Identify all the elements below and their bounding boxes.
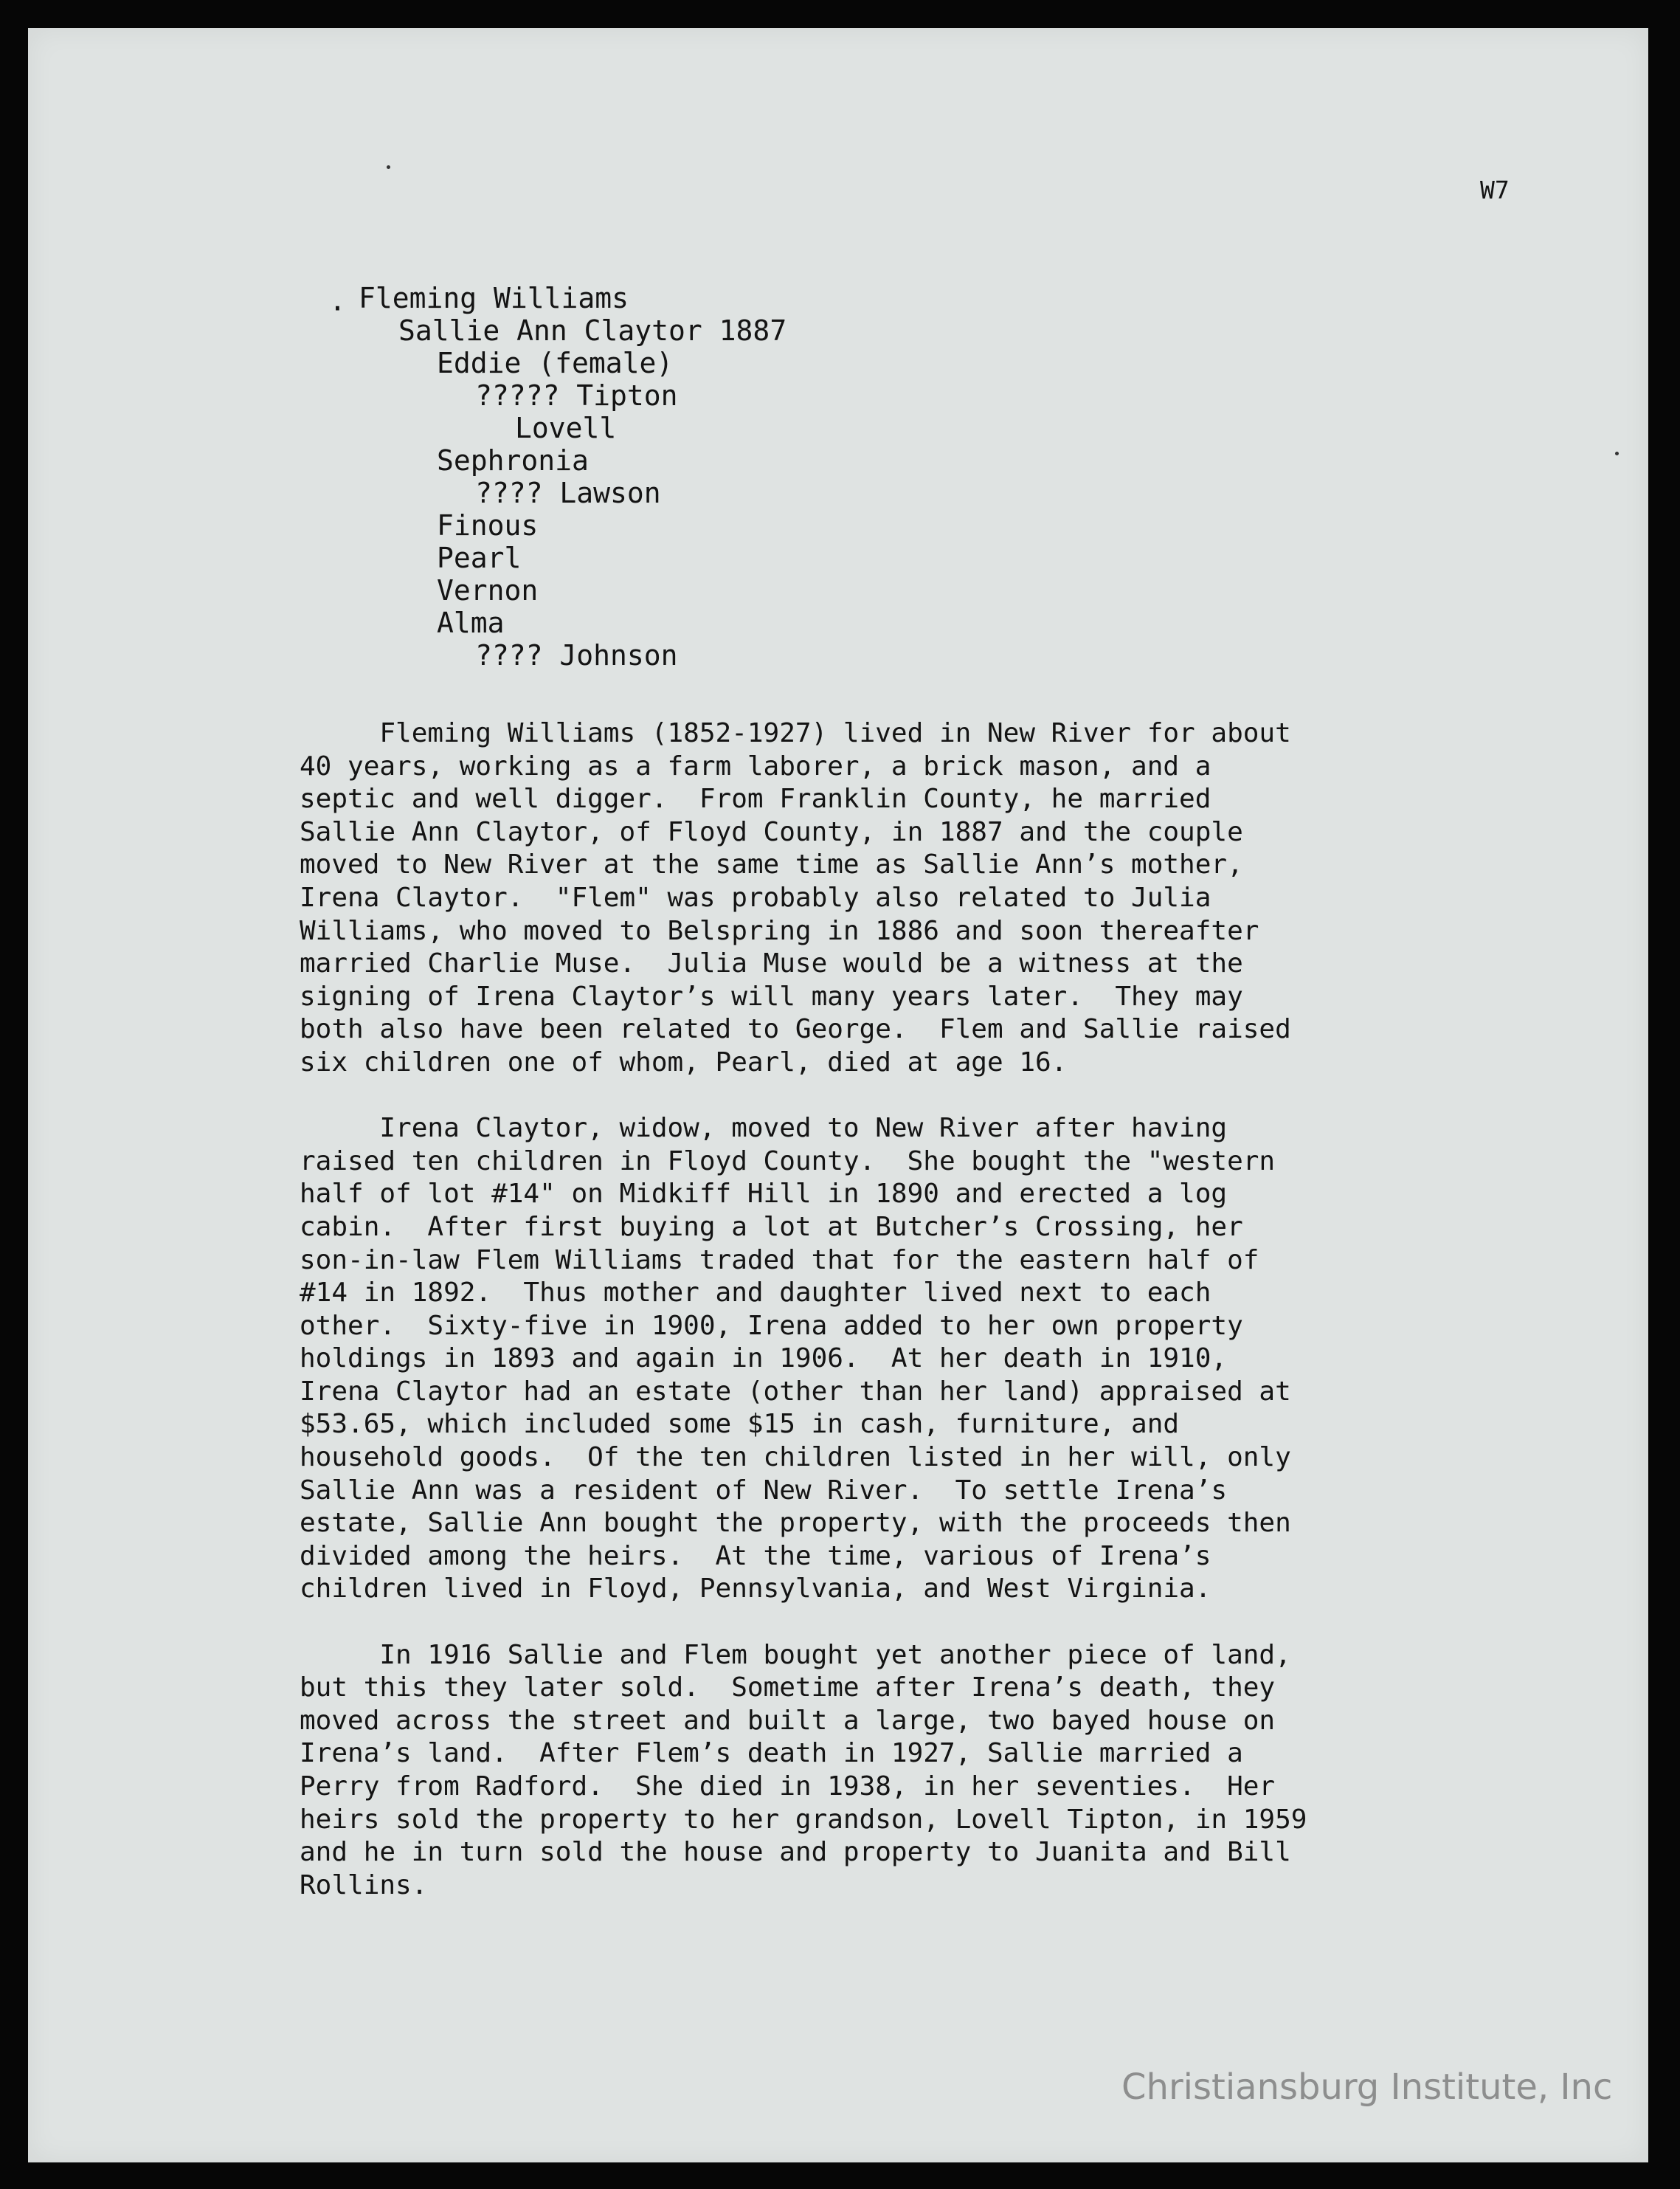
paragraph <box>300 1639 1539 1903</box>
paragraph <box>300 717 1539 1080</box>
paragraph-line: Sallie Ann Claytor, of Floyd County, in 1887 and the couple <box>300 816 1243 847</box>
paragraph-line: half of lot #14" on Midkiff Hill in 1890 and erected a log <box>300 1179 1228 1210</box>
paragraph-line: both also have been related to George. Flem and Sallie raised <box>300 1014 1291 1045</box>
family-tree-list <box>329 282 787 672</box>
paragraph-line: Irena’s land. After Flem’s death in 1927, Sallie married a <box>300 1738 1243 1769</box>
family-tree-entry: ???? Johnson <box>475 639 678 672</box>
paragraph-line: Perry from Radford. She died in 1938, in her seventies. Her <box>300 1771 1276 1802</box>
paragraph-line: Sallie Ann was a resident of New River. To settle Irena’s <box>300 1475 1228 1506</box>
paragraph-line: other. Sixty-five in 1900, Irena added to her own property <box>300 1310 1243 1341</box>
family-tree-entry: Fleming Williams <box>359 282 629 314</box>
family-tree-entry: Eddie (female) <box>437 347 674 379</box>
paragraph-line: raised ten children in Floyd County. She bought the "western <box>300 1145 1276 1176</box>
paragraph-line: In 1916 Sallie and Flem bought yet another piece of land, <box>300 1639 1291 1670</box>
paragraph-line: Irena Claytor had an estate (other than her land) appraised at <box>300 1376 1291 1407</box>
paragraph-line: but this they later sold. Sometime after Irena’s death, they <box>300 1672 1276 1703</box>
paragraph-line: estate, Sallie Ann bought the property, with the proceeds then <box>300 1508 1291 1539</box>
page-number: W7 <box>1480 176 1510 204</box>
paragraph-line: cabin. After first buying a lot at Butcher’s Crossing, her <box>300 1211 1243 1242</box>
paragraph-line: Rollins. <box>300 1869 428 1900</box>
family-tree-entry: Lovell <box>515 412 617 444</box>
paragraph-line: divided among the heirs. At the time, various of Irena’s <box>300 1540 1211 1571</box>
family-tree-entry: Alma <box>437 607 505 639</box>
paragraph-line: heirs sold the property to her grandson, Lovell Tipton, in 1959 <box>300 1804 1307 1835</box>
paragraph-line: moved across the street and built a large, two bayed house on <box>300 1705 1276 1736</box>
paragraph-line: six children one of whom, Pearl, died at age 16. <box>300 1047 1068 1078</box>
watermark: Christiansburg Institute, Inc <box>1121 2066 1613 2108</box>
paragraph-line: septic and well digger. From Franklin County, he married <box>300 784 1211 815</box>
family-tree-entry: ????? Tipton <box>475 379 678 412</box>
paragraph-line: Irena Claytor, widow, moved to New River after having <box>300 1113 1228 1144</box>
family-tree <box>329 282 787 672</box>
paragraph-line: $53.65, which included some $15 in cash, furniture, and <box>300 1409 1180 1440</box>
family-tree-entry: Pearl <box>437 542 522 574</box>
paragraph-line: signing of Irena Claytor’s will many years later. They may <box>300 981 1243 1012</box>
paragraph-line: Williams, who moved to Belspring in 1886 and soon thereafter <box>300 915 1259 946</box>
document-page <box>28 28 1648 2162</box>
paragraph-line: and he in turn sold the house and property to Juanita and Bill <box>300 1837 1291 1868</box>
narrative-text <box>300 717 1539 1935</box>
paragraph-line: #14 in 1892. Thus mother and daughter lived next to each <box>300 1278 1211 1309</box>
paragraph-line: moved to New River at the same time as Sallie Ann’s mother, <box>300 849 1243 880</box>
paragraph-line: Fleming Williams (1852-1927) lived in New River for about <box>300 718 1291 748</box>
family-tree-entry: ???? Lawson <box>475 477 661 509</box>
paragraph <box>300 1112 1539 1606</box>
family-tree-entry: Sallie Ann Claytor 1887 <box>398 314 787 347</box>
speck-icon <box>387 165 390 169</box>
paragraph-line: household goods. Of the ten children listed in her will, only <box>300 1442 1291 1473</box>
stray-mark-icon: · <box>329 292 346 325</box>
family-tree-entry: Sephronia <box>437 444 589 477</box>
family-tree-entry: Finous <box>437 509 539 542</box>
paragraph-line: holdings in 1893 and again in 1906. At her death in 1910, <box>300 1343 1228 1374</box>
paragraph-line: Irena Claytor. "Flem" was probably also related to Julia <box>300 882 1211 913</box>
speck-icon <box>1615 452 1619 455</box>
paragraph-line: married Charlie Muse. Julia Muse would be a witness at the <box>300 948 1243 979</box>
family-tree-entry: Vernon <box>437 574 539 607</box>
paragraph-line: children lived in Floyd, Pennsylvania, and West Virginia. <box>300 1573 1211 1604</box>
paragraph-line: 40 years, working as a farm laborer, a brick mason, and a <box>300 751 1211 782</box>
paragraph-line: son-in-law Flem Williams traded that for the eastern half of <box>300 1244 1259 1275</box>
